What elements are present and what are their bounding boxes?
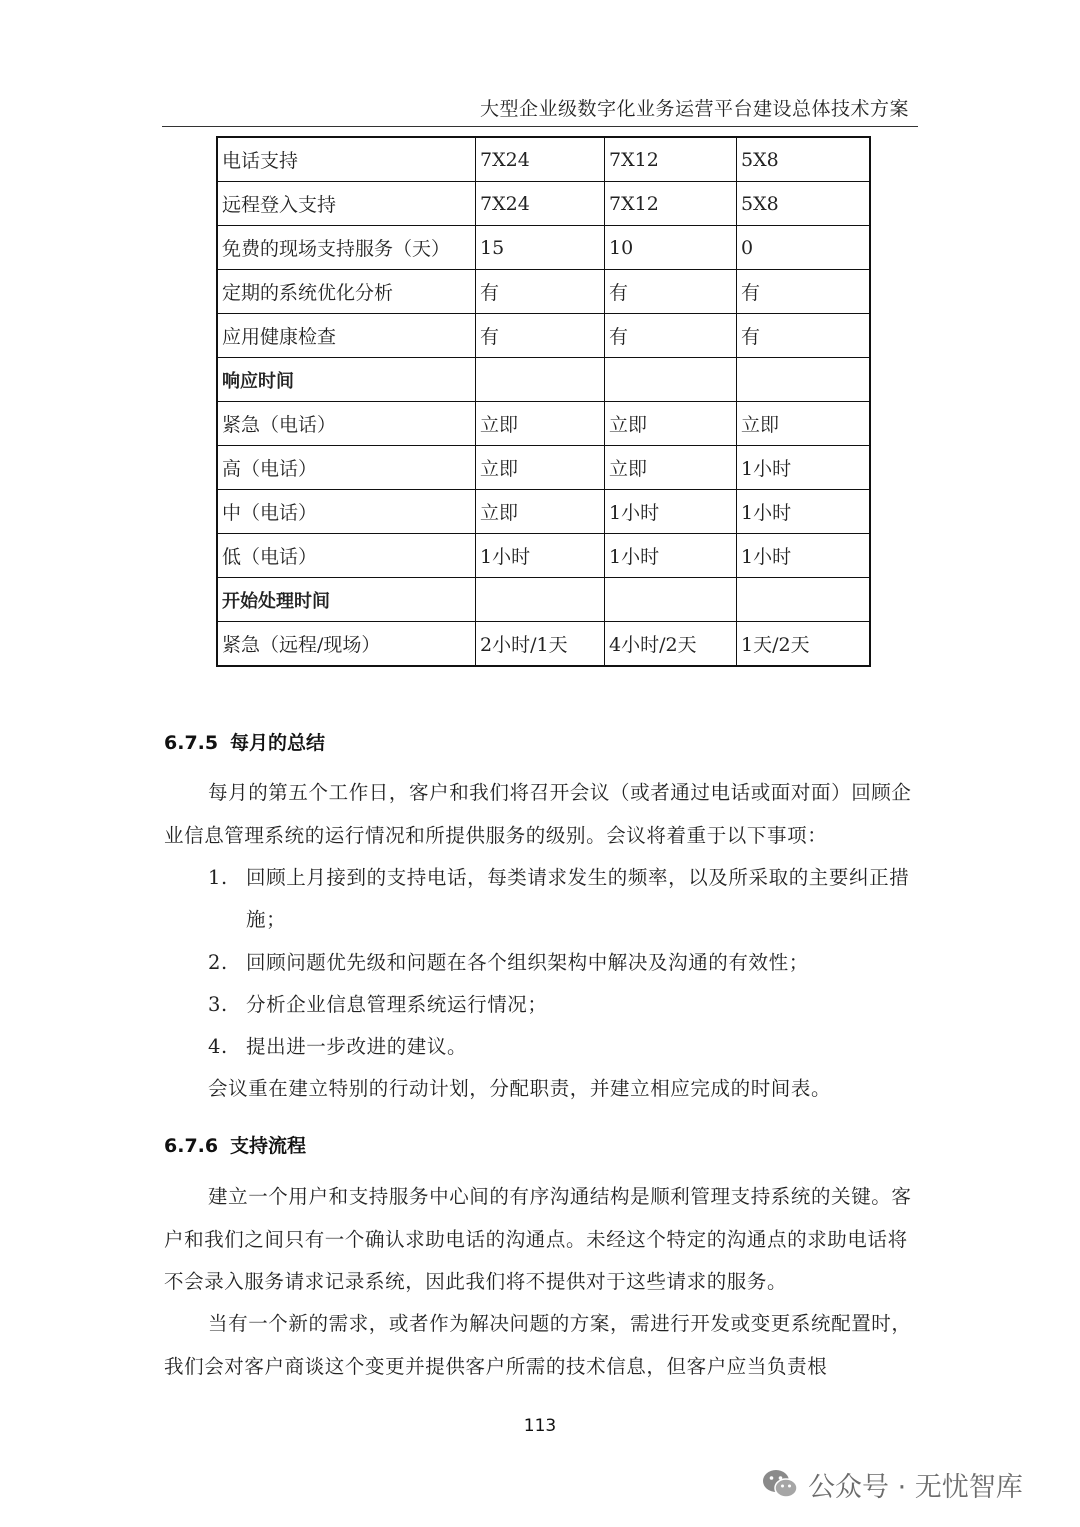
table-cell: 远程登入支持 — [217, 182, 476, 226]
table-cell: 15 — [476, 226, 605, 270]
table-cell: 紧急（远程/现场） — [217, 622, 476, 667]
table-cell: 7X24 — [476, 137, 605, 182]
table-cell: 应用健康检查 — [217, 314, 476, 358]
table-row — [217, 622, 870, 667]
table-cell: 1天/2天 — [737, 622, 871, 667]
document-header-title: 大型企业级数字化业务运营平台建设总体技术方案 — [480, 98, 910, 120]
table-cell: 低（电话） — [217, 534, 476, 578]
table-row — [217, 137, 870, 182]
list-item — [208, 942, 918, 984]
table-cell — [476, 358, 605, 402]
paragraph-monthly-intro: 每月的第五个工作日，客户和我们将召开会议（或者通过电话或面对面）回顾企业信息管理系统的运行情况和所提供服务的级别。会议将着重于以下事项： — [164, 781, 912, 847]
table-cell: 7X12 — [605, 182, 737, 226]
list-text: 分析企业信息管理系统运行情况； — [246, 993, 548, 1016]
table-cell: 立即 — [476, 402, 605, 446]
table-cell: 立即 — [737, 402, 871, 446]
table-cell: 1小时 — [737, 490, 871, 534]
list-number: 1. — [208, 866, 228, 889]
table-cell: 免费的现场支持服务（天） — [217, 226, 476, 270]
table-cell — [737, 358, 871, 402]
list-item — [208, 857, 918, 941]
list-number: 3. — [208, 993, 228, 1016]
table-cell: 立即 — [476, 446, 605, 490]
paragraph-support-process-2: 当有一个新的需求，或者作为解决问题的方案，需进行开发或变更系统配置时，我们会对客户商谈这个变更并提供客户所需的技术信息，但客户应当负责根 — [164, 1312, 912, 1378]
section-title: 支持流程 — [230, 1135, 307, 1157]
list-text: 回顾上月接到的支持电话，每类请求发生的频率，以及所采取的主要纠正措施； — [246, 866, 910, 931]
table-cell: 中（电话） — [217, 490, 476, 534]
table-row — [217, 402, 870, 446]
table-cell: 有 — [476, 314, 605, 358]
watermark — [760, 1460, 1023, 1508]
list-item — [208, 1026, 918, 1068]
table-cell: 1小时 — [737, 446, 871, 490]
section-title: 每月的总结 — [230, 732, 326, 754]
list-text: 回顾问题优先级和问题在各个组织架构中解决及沟通的有效性； — [246, 951, 809, 974]
table-cell: 有 — [476, 270, 605, 314]
table-row — [217, 314, 870, 358]
table-section-row — [217, 578, 870, 622]
header-divider — [162, 126, 918, 127]
paragraph-support-process-1: 建立一个用户和支持服务中心间的有序沟通结构是顺利管理支持系统的关键。客户和我们之间只有一个确认求助电话的沟通点。未经这个特定的沟通点的求助电话将不会录入服务请求记录系统，因此我们将不提供对于这些请求的服务。 — [164, 1185, 912, 1293]
table-cell: 7X24 — [476, 182, 605, 226]
table-cell: 0 — [737, 226, 871, 270]
list-number: 2. — [208, 951, 228, 974]
table-row — [217, 226, 870, 270]
table-cell: 立即 — [605, 402, 737, 446]
table-cell: 1小时 — [737, 534, 871, 578]
table-cell: 立即 — [476, 490, 605, 534]
table-cell: 有 — [737, 314, 871, 358]
table-cell: 1小时 — [476, 534, 605, 578]
table-cell: 10 — [605, 226, 737, 270]
table-cell: 紧急（电话） — [217, 402, 476, 446]
section-heading-6-7-6 — [164, 1131, 306, 1158]
list-item — [208, 984, 918, 1026]
table-cell: 立即 — [605, 446, 737, 490]
list-text: 提出进一步改进的建议。 — [246, 1035, 468, 1058]
table-row — [217, 446, 870, 490]
wechat-icon — [760, 1464, 800, 1504]
table-row — [217, 490, 870, 534]
table-cell: 5X8 — [737, 137, 871, 182]
table-section-row — [217, 358, 870, 402]
section-number: 6.7.5 — [164, 732, 219, 754]
table-cell: 7X12 — [605, 137, 737, 182]
table-cell: 2小时/1天 — [476, 622, 605, 667]
section-heading-6-7-5 — [164, 728, 325, 755]
table-cell: 定期的系统优化分析 — [217, 270, 476, 314]
table-cell: 1小时 — [605, 534, 737, 578]
table-cell — [605, 578, 737, 622]
table-cell — [476, 578, 605, 622]
table-cell: 有 — [737, 270, 871, 314]
table-row — [217, 270, 870, 314]
table-cell: 开始处理时间 — [217, 578, 476, 622]
table-cell: 高（电话） — [217, 446, 476, 490]
table-cell: 电话支持 — [217, 137, 476, 182]
table-cell — [605, 358, 737, 402]
watermark-text: 公众号 · 无忧智库 — [808, 1471, 1023, 1503]
table-cell: 有 — [605, 270, 737, 314]
table-cell: 1小时 — [605, 490, 737, 534]
table-cell: 有 — [605, 314, 737, 358]
table-cell: 4小时/2天 — [605, 622, 737, 667]
section-number: 6.7.6 — [164, 1135, 219, 1157]
paragraph-monthly-closing: 会议重在建立特别的行动计划，分配职责，并建立相应完成的时间表。 — [208, 1077, 832, 1100]
page-number: 113 — [523, 1416, 557, 1436]
support-level-table — [216, 136, 871, 667]
table-cell: 响应时间 — [217, 358, 476, 402]
list-number: 4. — [208, 1035, 228, 1058]
table-cell: 5X8 — [737, 182, 871, 226]
table-cell — [737, 578, 871, 622]
table-row — [217, 182, 870, 226]
table-row — [217, 534, 870, 578]
